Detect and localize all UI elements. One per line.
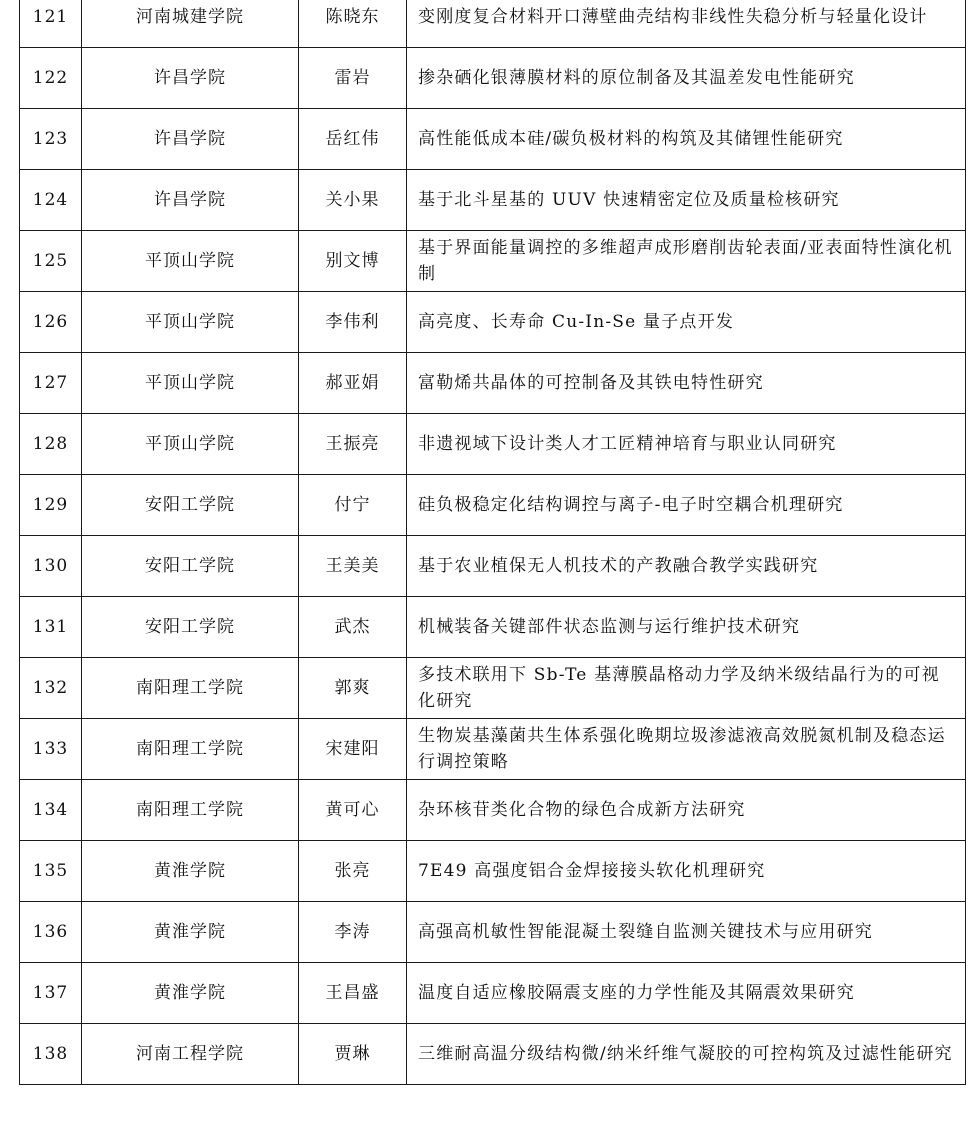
applicant-name: 贾琳 bbox=[299, 1024, 407, 1085]
project-list-body bbox=[20, 0, 966, 1085]
institution-name: 河南城建学院 bbox=[82, 0, 299, 48]
table-row bbox=[20, 353, 966, 414]
row-number: 124 bbox=[20, 170, 82, 231]
row-number: 136 bbox=[20, 902, 82, 963]
row-number: 135 bbox=[20, 841, 82, 902]
table-row bbox=[20, 292, 966, 353]
project-title: 基于农业植保无人机技术的产教融合教学实践研究 bbox=[407, 536, 966, 597]
project-title: 高亮度、长寿命 Cu-In-Se 量子点开发 bbox=[407, 292, 966, 353]
applicant-name: 别文博 bbox=[299, 231, 407, 292]
applicant-name: 郭爽 bbox=[299, 658, 407, 719]
institution-name: 平顶山学院 bbox=[82, 353, 299, 414]
table-row bbox=[20, 719, 966, 780]
applicant-name: 王昌盛 bbox=[299, 963, 407, 1024]
institution-name: 安阳工学院 bbox=[82, 536, 299, 597]
project-title: 7E49 高强度铝合金焊接接头软化机理研究 bbox=[407, 841, 966, 902]
institution-name: 黄淮学院 bbox=[82, 902, 299, 963]
table-row bbox=[20, 963, 966, 1024]
table-row bbox=[20, 0, 966, 48]
row-number: 131 bbox=[20, 597, 82, 658]
applicant-name: 付宁 bbox=[299, 475, 407, 536]
project-title: 基于界面能量调控的多维超声成形磨削齿轮表面/亚表面特性演化机制 bbox=[407, 231, 966, 292]
table-row bbox=[20, 780, 966, 841]
applicant-name: 李涛 bbox=[299, 902, 407, 963]
project-title: 三维耐高温分级结构微/纳米纤维气凝胶的可控构筑及过滤性能研究 bbox=[407, 1024, 966, 1085]
project-title: 掺杂硒化银薄膜材料的原位制备及其温差发电性能研究 bbox=[407, 48, 966, 109]
applicant-name: 宋建阳 bbox=[299, 719, 407, 780]
row-number: 125 bbox=[20, 231, 82, 292]
institution-name: 平顶山学院 bbox=[82, 414, 299, 475]
institution-name: 黄淮学院 bbox=[82, 963, 299, 1024]
project-list-table bbox=[19, 0, 966, 1085]
applicant-name: 张亮 bbox=[299, 841, 407, 902]
table-row bbox=[20, 658, 966, 719]
table-row bbox=[20, 902, 966, 963]
applicant-name: 武杰 bbox=[299, 597, 407, 658]
table-row bbox=[20, 1024, 966, 1085]
row-number: 129 bbox=[20, 475, 82, 536]
table-row bbox=[20, 536, 966, 597]
applicant-name: 雷岩 bbox=[299, 48, 407, 109]
project-title: 杂环核苷类化合物的绿色合成新方法研究 bbox=[407, 780, 966, 841]
project-title: 非遗视域下设计类人才工匠精神培育与职业认同研究 bbox=[407, 414, 966, 475]
project-title: 多技术联用下 Sb-Te 基薄膜晶格动力学及纳米级结晶行为的可视化研究 bbox=[407, 658, 966, 719]
row-number: 122 bbox=[20, 48, 82, 109]
table-row bbox=[20, 48, 966, 109]
row-number: 127 bbox=[20, 353, 82, 414]
institution-name: 南阳理工学院 bbox=[82, 658, 299, 719]
table-row bbox=[20, 231, 966, 292]
row-number: 134 bbox=[20, 780, 82, 841]
institution-name: 许昌学院 bbox=[82, 48, 299, 109]
row-number: 132 bbox=[20, 658, 82, 719]
institution-name: 安阳工学院 bbox=[82, 475, 299, 536]
applicant-name: 陈晓东 bbox=[299, 0, 407, 48]
institution-name: 黄淮学院 bbox=[82, 841, 299, 902]
project-title: 高性能低成本硅/碳负极材料的构筑及其储锂性能研究 bbox=[407, 109, 966, 170]
table-row bbox=[20, 170, 966, 231]
institution-name: 南阳理工学院 bbox=[82, 719, 299, 780]
row-number: 137 bbox=[20, 963, 82, 1024]
applicant-name: 岳红伟 bbox=[299, 109, 407, 170]
table-row bbox=[20, 597, 966, 658]
row-number: 138 bbox=[20, 1024, 82, 1085]
institution-name: 安阳工学院 bbox=[82, 597, 299, 658]
row-number: 123 bbox=[20, 109, 82, 170]
table-row bbox=[20, 841, 966, 902]
row-number: 126 bbox=[20, 292, 82, 353]
project-title: 温度自适应橡胶隔震支座的力学性能及其隔震效果研究 bbox=[407, 963, 966, 1024]
applicant-name: 王振亮 bbox=[299, 414, 407, 475]
project-title: 机械装备关键部件状态监测与运行维护技术研究 bbox=[407, 597, 966, 658]
institution-name: 平顶山学院 bbox=[82, 292, 299, 353]
applicant-name: 关小果 bbox=[299, 170, 407, 231]
row-number: 121 bbox=[20, 0, 82, 48]
project-title: 变刚度复合材料开口薄壁曲壳结构非线性失稳分析与轻量化设计 bbox=[407, 0, 966, 48]
row-number: 130 bbox=[20, 536, 82, 597]
table-row bbox=[20, 475, 966, 536]
institution-name: 南阳理工学院 bbox=[82, 780, 299, 841]
applicant-name: 郝亚娟 bbox=[299, 353, 407, 414]
project-title: 高强高机敏性智能混凝土裂缝自监测关键技术与应用研究 bbox=[407, 902, 966, 963]
row-number: 133 bbox=[20, 719, 82, 780]
applicant-name: 王美美 bbox=[299, 536, 407, 597]
project-title: 基于北斗星基的 UUV 快速精密定位及质量检核研究 bbox=[407, 170, 966, 231]
applicant-name: 黄可心 bbox=[299, 780, 407, 841]
project-title: 富勒烯共晶体的可控制备及其铁电特性研究 bbox=[407, 353, 966, 414]
project-title: 硅负极稳定化结构调控与离子-电子时空耦合机理研究 bbox=[407, 475, 966, 536]
institution-name: 河南工程学院 bbox=[82, 1024, 299, 1085]
project-title: 生物炭基藻菌共生体系强化晚期垃圾渗滤液高效脱氮机制及稳态运行调控策略 bbox=[407, 719, 966, 780]
table-row bbox=[20, 414, 966, 475]
institution-name: 许昌学院 bbox=[82, 109, 299, 170]
institution-name: 许昌学院 bbox=[82, 170, 299, 231]
applicant-name: 李伟利 bbox=[299, 292, 407, 353]
row-number: 128 bbox=[20, 414, 82, 475]
table-row bbox=[20, 109, 966, 170]
institution-name: 平顶山学院 bbox=[82, 231, 299, 292]
